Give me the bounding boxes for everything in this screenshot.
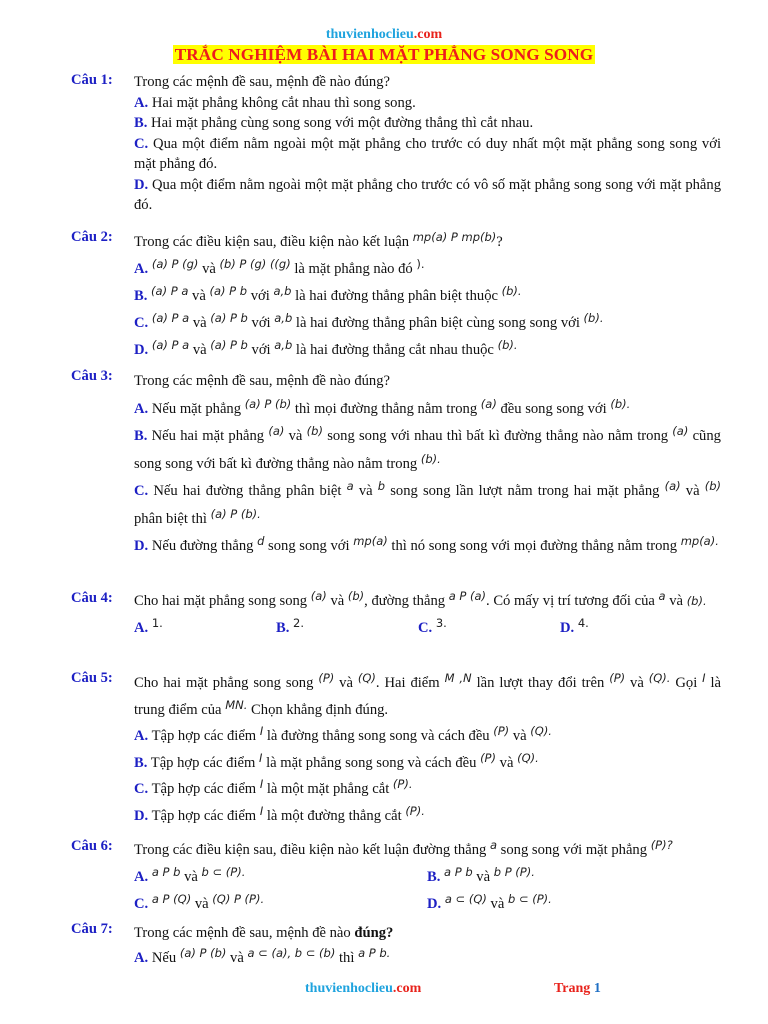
option-d[interactable]: D. $^{4.}$ [560,616,589,636]
question-stem: Cho hai mặt phẳng song song $^{(P)}$ và $^{(Q)}$. Hai điểm $^{M ,N}$ lần lượt thay đổi trên $^{(P)}$ và $^{(Q).}$ Gọi $^I$ là trung điểm của $^{MN.}$ Chọn khẳng định đúng. [134,671,722,718]
question-label: Câu 6: [71,838,113,854]
question-7 [71,921,721,971]
option-a[interactable]: A. Nếu mặt phẳng $^{(a) P (b)}$ thì mọi đường thẳng nằm trong $^{(a)}$ đều song song với $^{(b).}$ [134,396,631,417]
question-stem: Trong các điều kiện sau, điều kiện nào kết luận $^{mp(a) P mp(b)}$? [134,230,503,250]
question-label: Câu 4: [71,590,113,606]
question-6 [71,838,721,917]
option-d[interactable]: D. Tập hợp các điểm $^I$ là một đường thẳng cắt $^{(P).}$ [134,803,425,824]
option-b[interactable]: B. Tập hợp các điểm $^I$ là mặt phẳng song song và cách đều $^{(P)}$ và $^{(Q).}$ [134,750,539,771]
option-a[interactable]: A. $^{(a) P (g)}$ và $^{(b) P (g) ((g)}$ là mặt phẳng nào đó ). [134,257,425,277]
option-b[interactable]: B. $^{(a) P a}$ và $^{(a) P b}$ với $^{a,b}$ là hai đường thẳng phân biệt thuộc $^{(b).}$ [134,284,522,304]
option-c[interactable]: C. Qua một điểm nằm ngoài một mặt phẳng cho trước có duy nhất một mặt phẳng song song với mặt phẳng đó. [134,135,722,172]
question-5 [71,670,721,829]
option-b[interactable]: B. Hai mặt phẳng cùng song song với một đường thẳng thì cắt nhau. [134,115,534,131]
page-title-text: TRẮC NGHIỆM BÀI HAI MẶT PHẲNG SONG SONG [174,45,594,64]
question-label: Câu 3: [71,368,113,384]
option-a[interactable]: A. Nếu $^{(a) P (b)}$ và $^{a \subset (a), b \subset (b)}$ thì $^{a P b.}$ [134,946,391,966]
question-stem: Trong các mệnh đề sau, mệnh đề nào đúng? [134,373,391,389]
option-a[interactable]: A. $^{1.}$ [134,616,163,636]
option-b[interactable]: B. $^{2.}$ [276,616,305,636]
site-tld: .com [413,27,443,42]
site-header-link[interactable] [0,27,768,43]
question-label: Câu 2: [71,229,113,245]
question-stem: Trong các điều kiện sau, điều kiện nào kết luận đường thẳng $^a$ song song với mặt phẳng $^{(P)?}$ [134,838,673,858]
option-b[interactable]: B. $^{a P b}$ và $^{b P (P).}$ [427,865,535,885]
page-title [0,45,768,65]
question-stem: Cho hai mặt phẳng song song $^{(a)}$ và $^{(b)}$, đường thẳng $^{a P (a)}$. Có mấy vị trí tương đối của $^a$ và (b). [134,589,707,609]
option-a[interactable]: A. Hai mặt phẳng không cắt nhau thì song song. [134,94,416,111]
option-c[interactable]: C. Nếu hai đường thẳng phân biệt $^a$ và $^b$ song song lần lượt nằm trong hai mặt phẳng $^{(a)}$ và $^{(b)}$ phân biệt thì $^{(a) P (b).}$ [134,479,722,527]
site-name: thuvienhoclieu [325,27,414,42]
option-a[interactable]: A. Tập hợp các điểm $^I$ là đường thẳng song song và cách đều $^{(P)}$ và $^{(Q).}$ [134,724,552,744]
option-c[interactable]: C. $^{(a) P a}$ và $^{(a) P b}$ với $^{a,b}$ là hai đường thẳng phân biệt cùng song song với $^{(b).}$ [134,311,604,331]
page-number: Trang 1 [554,981,601,996]
option-d[interactable]: D. Qua một điểm nằm ngoài một mặt phẳng cho trước có vô số mặt phẳng song song với mặt phẳng đó. [134,176,721,213]
option-b[interactable]: B. Nếu hai mặt phẳng $^{(a)}$ và $^{(b)}$ song song với nhau thì bất kì đường thẳng nào nằm trong $^{(a)}$ cũng song song với bất kì đường thẳng nào nằm trong $^{(b).}$ [134,424,721,472]
math-expr: mp(a) P mp(b) [412,230,497,244]
option-a[interactable]: A. $^{a P b}$ và $^{b \subset (P).}$ [134,865,246,885]
question-label: Câu 5: [71,670,113,686]
option-d[interactable]: D. Nếu đường thẳng $^d$ song song với $^{mp(a)}$ thì nó song song với mọi đường thẳng nằm trong $^{mp(a).}$ [134,534,719,554]
question-label: Câu 1: [71,72,113,88]
option-c[interactable]: C. Tập hợp các điểm $^I$ là một mặt phẳng cắt $^{(P).}$ [134,777,413,797]
question-label: Câu 7: [71,921,113,937]
option-d[interactable]: D. $^{(a) P a}$ và $^{(a) P b}$ với $^{a,b}$ là hai đường thẳng cắt nhau thuộc $^{(b).}$ [134,338,518,358]
option-c[interactable]: C. $^{a P (Q)}$ và $^{(Q) P (P).}$ [134,892,265,912]
question-stem: Trong các mệnh đề sau, mệnh đề nào đúng? [134,74,391,90]
question-3 [71,368,721,561]
footer-site-link[interactable]: thuvienhoclieu.com [305,981,422,996]
question-1 [71,72,721,216]
question-2 [71,229,721,364]
question-4 [71,590,721,639]
question-stem: Trong các mệnh đề sau, mệnh đề nào đúng? [134,925,394,941]
option-d[interactable]: D. $^{a \subset (Q)}$ và $^{b \subset (P).}$ [427,892,552,912]
option-c[interactable]: C. $^{3.}$ [418,616,447,636]
